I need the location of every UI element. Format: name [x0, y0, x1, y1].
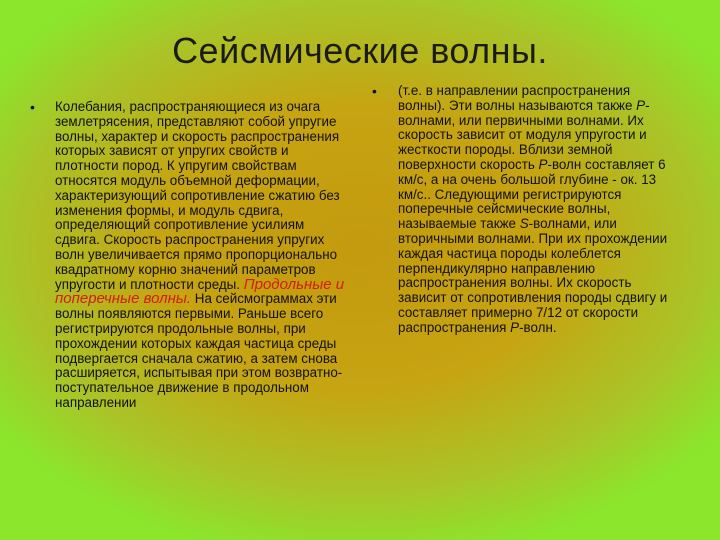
right-text-part-1: (т.е. в направлении распространения волны). Эти волны называются также: [398, 83, 637, 113]
p-wave-symbol: Р: [538, 156, 548, 172]
slide-title: Сейсмические волны.: [172, 30, 548, 71]
bullet-marker-right: •: [372, 83, 377, 99]
p-wave-symbol: Р: [510, 319, 520, 335]
highlight-longitudinal-transverse-waves: Продольные и поперечные волны.: [55, 275, 345, 308]
bullet-marker-left: •: [30, 99, 35, 115]
right-text-part-5: -волн.: [519, 319, 557, 335]
left-text-intro: Колебания, распространяющиеся из очага землетрясения, представляют собой упругие волны, характер и скорость распространения которых зависят от упругих свойств и плотности пород. К упругим свойствам относятся модуль объемной деформации, характеризующий сопротивление сжатию без изменения формы, и модуль сдвига, определяющий сопротивление усилиям сдвига. Скорость распространения упругих волн увеличивается прямо пропорционально квадратному корню значений параметров упругости и плотности среды.: [55, 99, 340, 292]
right-text-part-3: -волн составляет 6 км/с, а на очень большой глубине - ок. 13 км/с.. Следующими регистрируются поперечные сейсмические волны, называемые также: [398, 156, 666, 232]
p-wave-symbol: Р: [636, 97, 646, 113]
right-column-text: [398, 84, 668, 336]
right-text-part-4: -волнами, или вторичными волнами. При их прохождении каждая частица породы колеблется перпендикулярно направлению распространения волны. Их скорость зависит от сопротивления породы сдвигу и составляет примерно 7/12 от скорости распространения: [398, 216, 668, 335]
s-wave-symbol: S: [519, 216, 529, 232]
left-text-continuation: На сейсмограммах эти волны появляются первыми. Раньше всего регистрируются продольные волны, при прохождении которых каждая частица среды подвергается сначала сжатию, а затем снова расширяется, испытывая при этом возвратно-поступательное движение в продольном направлении: [55, 291, 343, 410]
right-text-part-2: -волнами, или первичными волнами. Их скорость зависит от модуля упругости и жесткости породы. Вблизи земной поверхности скорость: [398, 97, 650, 172]
left-column-text: [55, 100, 347, 411]
